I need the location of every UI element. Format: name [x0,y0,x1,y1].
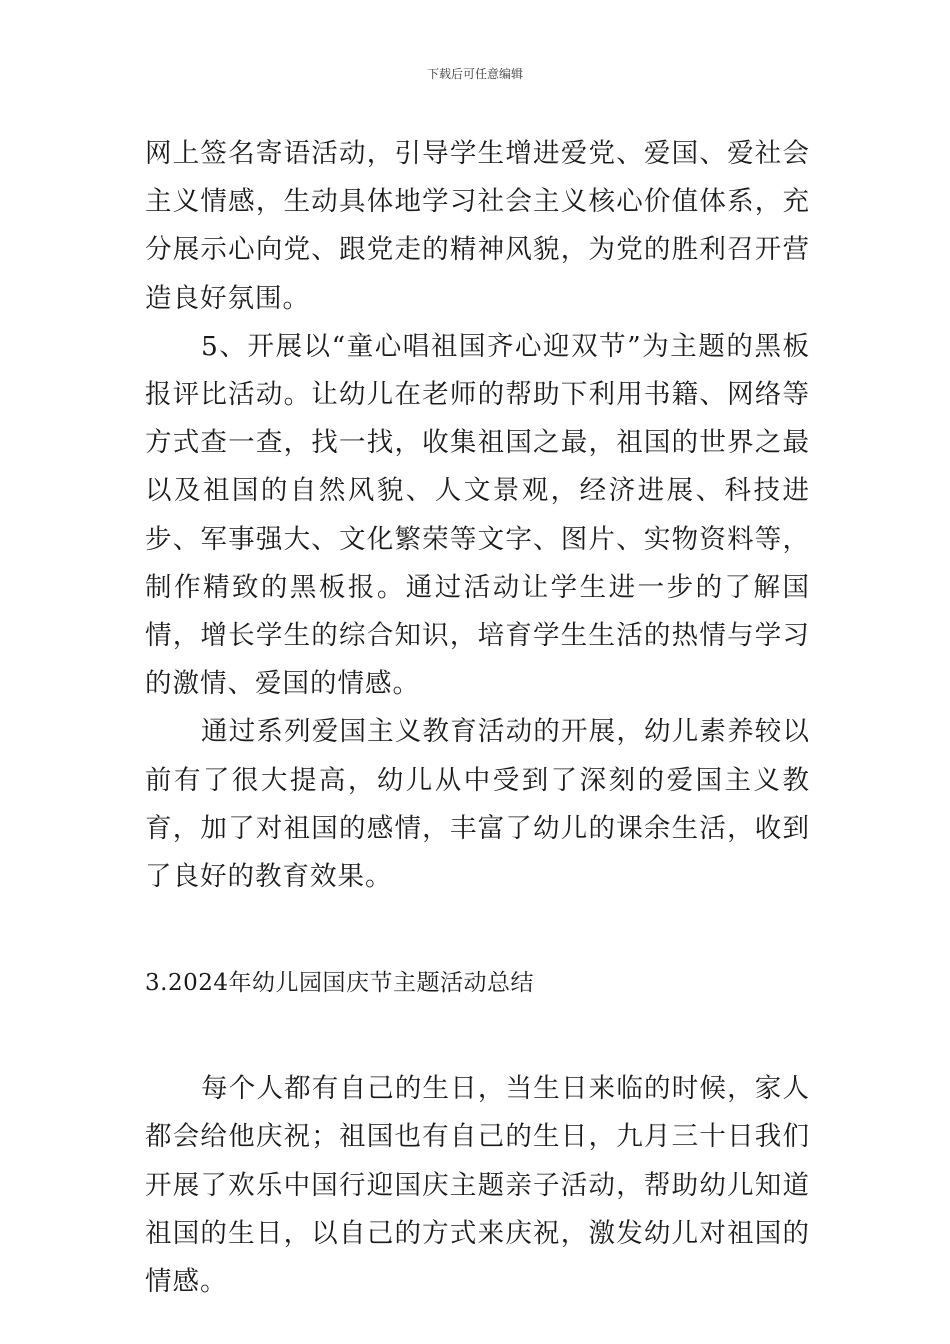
paragraph-education-results: 通过系列爱国主义教育活动的开展，幼儿素养较以前有了很大提高，幼儿从中受到了深刻的爱国主义教育，加了对祖国的感情，丰富了幼儿的课余生活，收到了良好的教育效果。 [145,716,810,893]
section-heading: 3.2024年幼儿园国庆节主题活动总结 [145,970,534,997]
page-header-note: 下载后可任意编辑 [426,67,523,81]
document-body [145,130,810,1306]
paragraph-national-day-summary: 每个人都有自己的生日，当生日来临的时候，家人都会给他庆祝；祖国也有自己的生日，九月三十日我们开展了欢乐中国行迎国庆主题亲子活动，帮助幼儿知道祖国的生日，以自己的方式来庆祝，激发幼儿对祖国的情感。 [145,1073,810,1298]
paragraph-signature-activity: 网上签名寄语活动，引导学生增进爱党、爱国、爱社会主义情感，生动具体地学习社会主义核心价值体系，充分展示心向党、跟党走的精神风貌，为党的胜利召开营造良好氛围。 [145,138,810,314]
paragraph-blackboard-activity: 5、开展以“童心唱祖国齐心迎双节”为主题的黑板报评比活动。让幼儿在老师的帮助下利用书籍、网络等方式查一查，找一找，收集祖国之最，祖国的世界之最以及祖国的自然风貌、人文景观，经济进展、科技进步、军事强大、文化繁荣等文字、图片、实物资料等，制作精致的黑板报。通过活动让学生进一步的了解国情，增长学生的综合知识，培育学生生活的热情与学习的激情、爱国的情感。 [145,330,810,700]
